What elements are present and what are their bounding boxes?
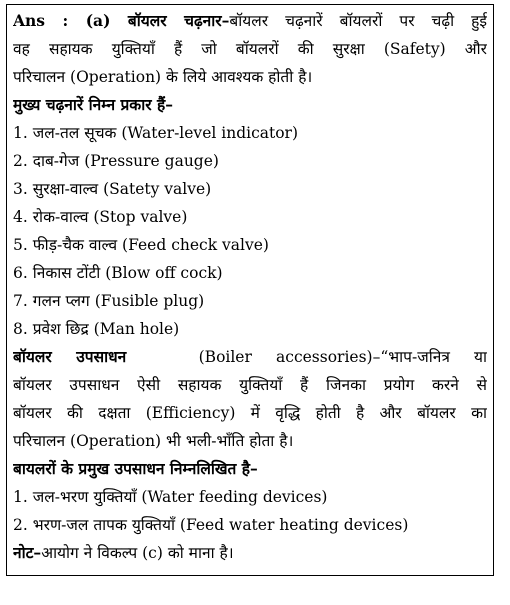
mounting-item: 2. दाब-गेज (Pressure gauge) — [13, 152, 219, 170]
accessories-line-4: परिचालन (Operation) भी भली-भाँति होता है। — [13, 432, 294, 450]
answer-prefix: Ans : (a) बॉयलर चढ़नार– — [13, 11, 230, 30]
mounting-item: 5. फीड़-चैक वाल्व (Feed check valve) — [13, 236, 269, 254]
accessories-term: बॉयलर उपसाधन — [13, 347, 127, 366]
mounting-item: 6. निकास टोंटी (Blow off cock) — [13, 264, 223, 282]
answer-line-1 — [13, 7, 487, 35]
mounting-item: 3. सुरक्षा-वाल्व (Satety valve) — [13, 180, 212, 198]
answer-line-3: परिचालन (Operation) के लिये आवश्यक होती है। — [13, 68, 313, 86]
mounting-item: 8. प्रवेश छिद्र (Man hole) — [13, 320, 180, 338]
accessories-line-1 — [13, 343, 487, 371]
answer-line-2: वह सहायक युक्तियाँ हैं जो बॉयलरों की सुरक्षा (Safety) और — [13, 40, 487, 58]
mountings-heading: मुख्य चढ़नारें निम्न प्रकार हैं– — [13, 95, 173, 114]
answer-line-1-text: बॉयलर चढ़नारें बॉयलरों पर चढ़ी हुई — [229, 12, 487, 30]
note-text: आयोग ने विकल्प (c) को माना है। — [41, 544, 234, 562]
answer-box — [6, 4, 494, 576]
note-line — [13, 539, 487, 567]
mounting-item: 1. जल-तल सूचक (Water-level indicator) — [13, 124, 299, 142]
accessory-item: 2. भरण-जल तापक युक्तियाँ (Feed water heating devices) — [13, 516, 409, 534]
accessory-item: 1. जल-भरण युक्तियाँ (Water feeding devices) — [13, 488, 328, 506]
note-label: नोट– — [13, 543, 42, 562]
mounting-item: 4. रोक-वाल्व (Stop valve) — [13, 208, 188, 226]
mounting-item: 7. गलन प्लग (Fusible plug) — [13, 292, 205, 310]
accessories-line-1-text: (Boiler accessories)–“भाप-जनित्र या — [198, 348, 487, 366]
accessories-line-3: बॉयलर की दक्षता (Efficiency) में वृद्धि होती है और बॉयलर का — [13, 404, 487, 422]
accessories-line-2: बॉयलर उपसाधन ऐसी सहायक युक्तियाँ हैं जिनका प्रयोग करने से — [13, 376, 487, 394]
accessories-heading: बायलरों के प्रमुख उपसाधन निम्नलिखित है– — [13, 459, 258, 478]
